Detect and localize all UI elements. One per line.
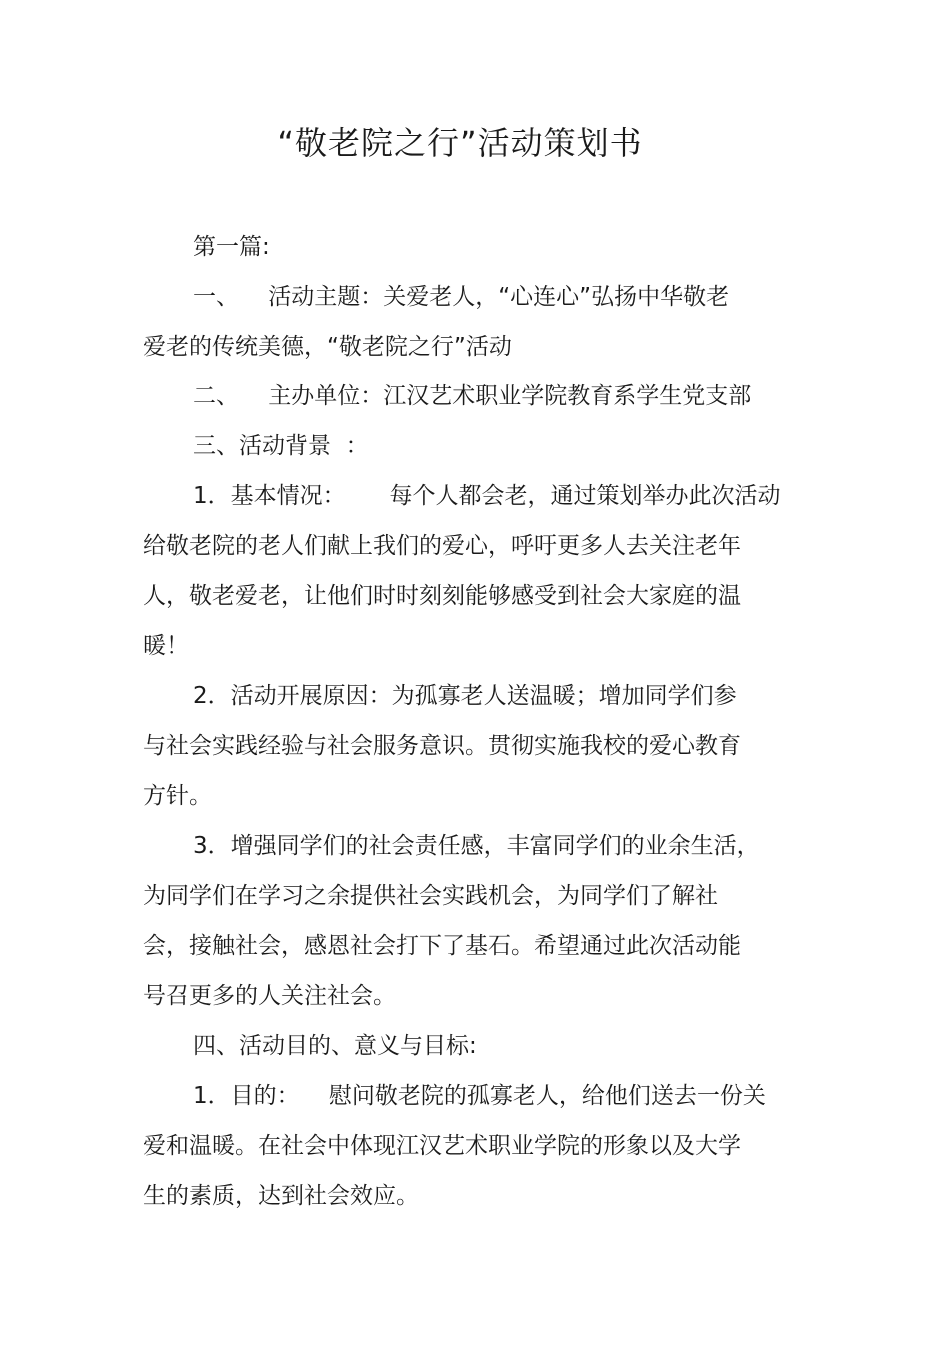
text-line: 给敬老院的老人们献上我们的爱心，呼吁更多人去关注老年 [143,533,741,559]
text-line: 爱和温暖。在社会中体现江汉艺术职业学院的形象以及大学 [143,1133,741,1159]
text-line: 四、活动目的、意义与目标: [193,1033,477,1059]
text-line: 第一篇: [193,234,270,260]
text-line: 人，敬老爱老，让他们时时刻刻能够感受到社会大家庭的温 [143,583,741,609]
text-line: 暖！ [143,633,189,659]
text-line: 2．活动开展原因：为孤寡老人送温暖；增加同学们参 [193,683,737,709]
text-line: 会，接触社会，感恩社会打下了基石。希望通过此次活动能 [143,933,741,959]
text-line: 为同学们在学习之余提供社会实践机会，为同学们了解社 [143,883,718,909]
text-line: 生的素质，达到社会效应。 [143,1183,419,1209]
text-line: 方针。 [143,783,212,809]
text-line: 三、活动背景 ： [193,433,369,459]
text-line: 一、 活动主题：关爱老人，“心连心”弘扬中华敬老 [193,284,730,310]
text-line: 3．增强同学们的社会责任感，丰富同学们的业余生活， [193,833,760,859]
text-line: 爱老的传统美德，“敬老院之行”活动 [143,334,512,360]
text-line: 号召更多的人关注社会。 [143,983,396,1009]
text-line: 与社会实践经验与社会服务意识。贯彻实施我校的爱心教育 [143,733,741,759]
text-line: 二、 主办单位：江汉艺术职业学院教育系学生党支部 [193,383,752,409]
text-line: 1．基本情况： 每个人都会老，通过策划举办此次活动 [193,483,781,509]
text-line: 1．目的： 慰问敬老院的孤寡老人，给他们送去一份关 [193,1083,766,1109]
document-title: “敬老院之行”活动策划书 [277,124,643,162]
